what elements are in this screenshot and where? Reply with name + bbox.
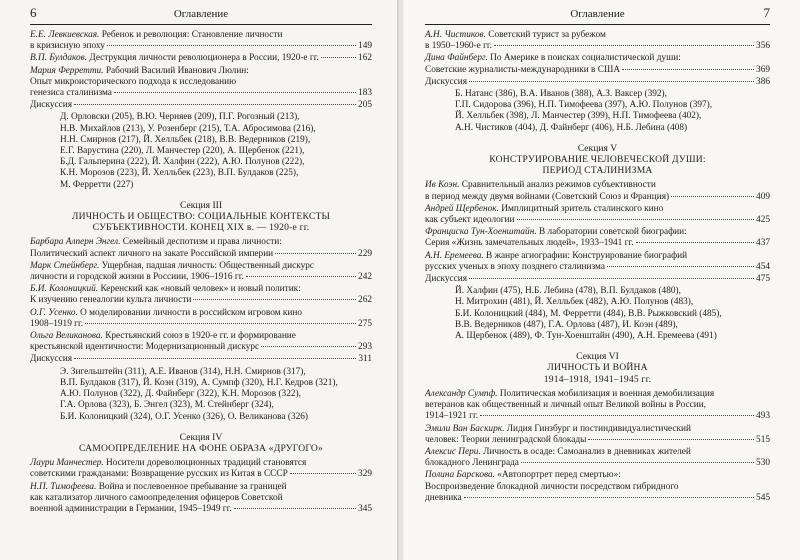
entry-author: Барбара Алперн Энгел. [30,237,121,248]
section-title: СУБЪЕКТИВНОСТИ. КОНЕЦ XIX в. — 1920-е гг. [92,222,310,234]
section-title: САМООПРЕДЕЛЕНИЕ НА ФОНЕ ОБРАЗА «ДРУГОГО» [78,442,324,454]
entry-title: Сравнительный анализ режимов субъективности [461,180,656,191]
entry-line-text [30,249,273,260]
entry-line [425,204,770,215]
participants-line: К.Н. Морозов (223), Й. Хелльбек (223), В.П. Булдаков (225), [60,168,299,179]
leader-dots [607,266,754,267]
toc-entry [425,180,770,202]
entry-author: А.Н. Еремеева. [425,250,484,261]
section-number: Секция V [577,142,618,154]
toc-entry [425,470,770,504]
entry-page-number: 229 [358,248,372,259]
entry-line [425,238,770,249]
discussion-participants [30,112,372,190]
participants-line: Э. Зигельштейн (311), А.Е. Иванов (314), Н.Н. Смирнов (317), [60,366,306,377]
entry-line-text [30,272,244,283]
entry-line [30,66,372,77]
toc-entry [30,53,372,64]
leader-dots [193,299,356,300]
entry-title: личности и городской жизни в Россиии, 1906–1916 гг. [30,272,244,283]
entry-line [425,215,770,226]
leader-dots [290,473,356,474]
entry-line [30,342,372,353]
discussion-participants [425,89,770,134]
entry-title: Крестьянский союз в 1920-е гг. и формирование [105,331,296,342]
toc-entry [425,251,770,273]
leader-dots [469,81,754,82]
toc-entry [425,274,770,285]
entry-line [425,30,770,41]
leader-dots [494,45,754,46]
entry-page-number: 149 [358,41,372,52]
entry-author: Мария Ферретти. [30,65,104,76]
entry-line-text [425,262,605,273]
entry-line [30,249,372,260]
entry-author: Франциска Тун-Хоенштайн. [425,227,537,238]
leader-dots [321,57,356,58]
toc-entry [30,458,372,480]
leader-dots [469,278,754,279]
section-title: ЛИЧНОСТЬ И ОБЩЕСТВО: СОЦИАЛЬНЫЕ КОНТЕКСТЫ [71,211,331,223]
entry-page-number: 454 [756,261,770,272]
entry-title: в период между двумя войнами (Советский Союз и Франция) [425,191,670,202]
entry-author: Ив Коэн. [425,180,460,191]
entry-line [30,308,372,319]
entry-page-number: 242 [358,272,372,283]
entry-line [425,400,770,411]
entry-line-text [30,100,72,111]
entry-page-number: 386 [756,76,770,87]
entry-line-text [30,319,83,330]
toc-entry [425,447,770,469]
entry-line [425,447,770,458]
entry-page-number: 293 [358,342,372,353]
entry-author: Полина Барскова. [425,470,495,481]
entry-page-number: 475 [756,274,770,285]
entry-title: Керенский как «новый человек» и новый политик: [100,284,301,295]
entry-author: Ольга Великанова. [30,331,103,342]
entry-author: О.Г. Усенко. [30,307,78,318]
entry-line [425,274,770,285]
entry-line-text [425,192,669,203]
entry-line-text [425,411,478,422]
entry-line [30,493,372,504]
entry-page-number: 409 [756,191,770,202]
entry-line [30,469,372,480]
leader-dots [588,439,754,440]
entry-page-number: 369 [756,64,770,75]
entry-title: ветеранов как общественный и личный опыт Великой войны в России, [425,400,707,411]
toc-entry [30,482,372,516]
entry-line [425,180,770,191]
running-title: Оглавление [570,8,625,20]
entry-line-text [425,238,634,249]
leader-dots [107,45,356,46]
leader-dots [85,323,356,324]
entry-author: Алексис Пери. [425,446,481,457]
entry-line [30,354,372,365]
entry-title: Опыт микроисторического подхода к исследованию [30,76,237,87]
entry-line [425,470,770,481]
entry-title: Лидия Гинзбург и постиндивидуалистический [506,423,692,434]
toc-entry [30,284,372,306]
entry-line [425,458,770,469]
participants-line: М. Ферретти (227) [60,179,134,190]
entry-page-number: 183 [358,88,372,99]
entry-page-number: 437 [756,238,770,249]
entry-line [425,493,770,504]
entry-line-text [30,41,105,52]
entry-title: Личность в осаде: Самоанализ в дневниках жителей [483,446,691,457]
entry-author: В.П. Булдаков. [30,53,88,64]
entry-page-number: 545 [756,492,770,503]
leader-dots [261,346,356,347]
entry-line-text [30,342,259,353]
toc-entry [425,204,770,226]
left-page [0,0,398,560]
entry-line [425,227,770,238]
entry-title: 1914–1921 гг. [425,411,479,422]
leader-dots [671,196,754,197]
entry-line-text [425,215,515,226]
entry-line [30,482,372,493]
entry-title: Политическая мобилизация и военная демобилизация [499,388,715,399]
right-page [403,0,800,560]
participants-line: Й. Хелльбек (398), Л. Манчестер (399), Н.П. Тимофеева (402), [455,111,702,122]
entry-author: Лаури Манчестер. [30,458,104,469]
entry-title: Ребенок и революция: Становление личности [101,30,283,40]
entry-page-number: 345 [358,503,372,514]
entry-page-number: 530 [756,458,770,469]
entry-title: Рабочий Василий Иванович Люлин: [105,65,249,76]
entry-title: в 1950–1960-е гг. [425,41,492,52]
entry-author: А.Н. Чистиков. [425,30,486,40]
participants-line: Й. Халфин (475), Н.Б. Лебина (478), В.П. Булдаков (480), [455,286,681,297]
entry-line [30,261,372,272]
toc-entry [30,331,372,353]
entry-title: В лаборатории советской биографии: [538,227,687,238]
toc-entry [425,227,770,249]
toc-content-left [30,30,372,515]
entry-line [425,482,770,493]
toc-entry [425,53,770,75]
entry-line [30,284,372,295]
entry-line [425,53,770,64]
entry-title: военной администрации в Германии, 1945–1949 гг. [30,503,232,514]
entry-line-text [425,65,620,76]
toc-entry [425,424,770,446]
entry-title: Дискуссия [425,274,467,285]
toc-entry [30,100,372,111]
leader-dots [114,92,356,93]
entry-title: О моделировании личности в российском игровом кино [80,307,302,318]
participants-line: Б.Д. Гальперина (222), Й. Халфин (222), А.Ю. Полунов (222), [60,157,305,168]
participants-line: Г.П. Сидорова (396), Н.П. Тимофеева (397), А.Ю. Полунов (397), [455,100,713,111]
entry-line [30,331,372,342]
entry-title: крестьянской идентичности: Модернизационный дискурс [30,342,260,353]
leader-dots [234,508,356,509]
running-title: Оглавление [173,8,229,20]
leader-dots [275,253,356,254]
entry-line-text [30,88,112,99]
entry-line-text [30,469,288,480]
entry-title: Семейный деспотизм и права личности: [122,237,282,248]
participants-line: А. Щербенок (489), Ф. Тун-Хоенштайн (490), А.Н. Еремеева (491) [455,331,717,342]
section-number: Секция IV [179,431,223,443]
entry-line [30,458,372,469]
page-number: 7 [763,5,770,20]
leader-dots [636,242,755,243]
discussion-participants [425,286,770,342]
participants-line: Г.А. Орлова (323), Б. Энгел (323), М. Стейнберг (324), [60,400,274,411]
entry-title: в кризисную эпоху [30,41,105,52]
entry-title: Война и послевоенное пребывание за границей [98,481,287,492]
section-heading [30,200,372,234]
participants-line: Н.Н. Смирнов (217), Й. Хелльбек (218), В.В. Ведерников (219), [60,134,311,145]
leader-dots [480,415,754,416]
entry-page-number: 329 [358,469,372,480]
entry-line-text [425,435,586,446]
participants-line: В.В. Ведерников (487), Г.А. Орлова (487), И. Коэн (489), [455,319,678,330]
page-header [425,4,770,25]
entry-line [425,65,770,76]
entry-page-number: 262 [358,295,372,306]
participants-line: Е.Г. Варустина (220), Л. Манчестер (220), А. Щербенок (221), [60,146,305,157]
entry-author: Александр Сумпф. [425,388,498,399]
entry-line [425,192,770,203]
toc-entry [425,30,770,52]
participants-line: Б. Натанс (386), В.А. Иванов (388), А.З. Ваксер (392), [455,89,667,100]
entry-title: К изучению генеалогии культа личности [30,295,192,306]
entry-page-number: 515 [756,434,770,445]
entry-page-number: 205 [358,100,372,111]
section-title: 1914–1918, 1941–1945 гг. [543,373,652,385]
entry-line-text [425,493,462,504]
page-header [30,4,372,25]
leader-dots [74,104,356,105]
toc-entry [30,308,372,330]
entry-title: В жанре агиографии: Конструирование биографий [486,250,688,261]
entry-author: Эмили Ван Баскирк. [425,423,505,434]
entry-title: как катализатор личного самоопределения офицеров Советской [30,492,283,503]
toc-entry [425,77,770,88]
entry-title: блокадного Ленинграда [425,458,519,469]
entry-title: Советский турист за рубежом [488,30,606,40]
entry-author: Н.П. Тимофеева. [30,481,97,492]
entry-page-number: 493 [756,411,770,422]
section-title: КОНСТРУИРОВАНИЕ ЧЕЛОВЕЧЕСКОЙ ДУШИ: [489,154,706,166]
entry-line-text [30,295,191,306]
leader-dots [74,358,356,359]
entry-title: как субъект идеологии [425,215,515,226]
toc-content-right [425,30,770,504]
entry-title: По Америке в поисках социалистической души: [490,53,681,64]
entry-title: Имплицитный зритель сталинского кино [501,203,664,214]
entry-title: Дискуссия [425,76,467,87]
entry-title: русских ученых в эпоху позднего сталинизма [425,261,605,272]
toc-entry [30,30,372,52]
entry-line [30,100,372,111]
participants-line: А.Н. Чистиков (404), Д. Файнберг (406), Н.Б. Лебина (408) [455,122,688,133]
section-heading [425,143,770,177]
entry-title: Воспроизведение блокадной личности посредством гибридного [425,481,679,492]
entry-line [425,251,770,262]
entry-page-number: 311 [358,354,372,365]
entry-line-text [425,41,492,52]
entry-line-text [425,77,467,88]
entry-line [30,30,372,41]
entry-title: советскими гражданами: Возвращение русских из Китая в СССР [30,469,288,480]
entry-line-text [30,354,72,365]
entry-line [425,424,770,435]
toc-entry [30,66,372,100]
entry-title: Дискуссия [30,100,72,111]
toc-entry [30,261,372,283]
toc-entry [30,237,372,259]
participants-line: А.Ю. Полунов (322), Д. Файнберг (322), К.Н. Морозов (322), [60,389,301,400]
entry-line [425,262,770,273]
entry-line [30,41,372,52]
entry-line-text [30,504,232,515]
toc-entry [30,354,372,365]
entry-line [30,295,372,306]
section-number: Секция VI [576,351,619,363]
entry-page-number: 162 [358,53,372,64]
section-heading [425,351,770,385]
entry-line-text [30,53,319,64]
entry-line [30,319,372,330]
participants-line: Н. Митрохин (481), Й. Хелльбек (482), А.Ю. Полунов (483), [455,297,694,308]
entry-line [30,504,372,515]
entry-title: Серия «Жизнь замечательных людей», 1933–1941 гг. [425,238,634,249]
entry-page-number: 425 [756,215,770,226]
entry-line [425,77,770,88]
entry-line [425,41,770,52]
participants-line: В.П. Булдаков (317), Й. Коэн (319), А. Сумпф (320), Н.Г. Кедров (321), [60,377,338,388]
entry-line-text [425,458,519,469]
entry-author: Дина Файнберг. [425,53,488,64]
entry-line [425,411,770,422]
participants-line: Б.И. Колоницкий (324), О.Г. Усенко (326), О. Великанова (326) [60,411,308,422]
leader-dots [517,219,755,220]
entry-title: человек: Теории ленинградской блокады [425,434,587,445]
participants-line: Б.И. Колоницкий (484), М. Ферретти (484), В.В. Рыжковский (485), [455,308,722,319]
discussion-participants [30,367,372,423]
entry-author: Б.И. Колоницкий. [30,284,99,295]
entry-line [425,435,770,446]
entry-author: Марк Стейнберг. [30,260,100,271]
leader-dots [246,276,356,277]
entry-title: «Автопортрет перед смертью»: [497,470,621,481]
entry-title: Ущербная, падшая личность: Общественный дискурс [101,260,315,271]
participants-line: Д. Орловски (205), В.Ю. Черняев (209), П.Г. Рогозный (213), [60,112,300,123]
page-number: 6 [30,5,37,20]
section-title: ПЕРИОД СТАЛИНИЗМА [542,165,653,177]
leader-dots [521,462,754,463]
entry-title: Советские журналисты-международники в США [425,64,621,75]
entry-title: Деструкция личности революционера в России, 1920-е гг. [89,53,319,64]
entry-line-text [425,274,467,285]
entry-author: Е.Е. Левкиевская. [30,30,100,40]
entry-line [30,88,372,99]
entry-page-number: 275 [358,318,372,329]
section-heading [30,432,372,454]
section-title: ЛИЧНОСТЬ И ВОЙНА [547,362,648,374]
entry-title: Политический аспект личного на закате Российской империи [30,248,274,259]
entry-line [30,53,372,64]
leader-dots [622,69,754,70]
participants-line: Н.В. Михайлов (213), У. Розенберг (215), Т.А. Абросимова (216), [60,123,316,134]
section-number: Секция III [179,199,223,211]
entry-title: Дискуссия [30,354,72,365]
entry-line [30,272,372,283]
entry-title: Носители дореволюционных традиций становятся [106,458,307,469]
entry-author: Андрей Щербенок. [425,203,499,214]
entry-title: дневника [425,492,462,503]
entry-line [425,389,770,400]
entry-page-number: 356 [756,41,770,52]
toc-entry [425,389,770,423]
leader-dots [464,497,754,498]
entry-title: 1908–1919 гг. [30,318,84,329]
entry-line [30,77,372,88]
entry-title: генезиса сталинизма [30,88,112,99]
entry-line [30,237,372,248]
